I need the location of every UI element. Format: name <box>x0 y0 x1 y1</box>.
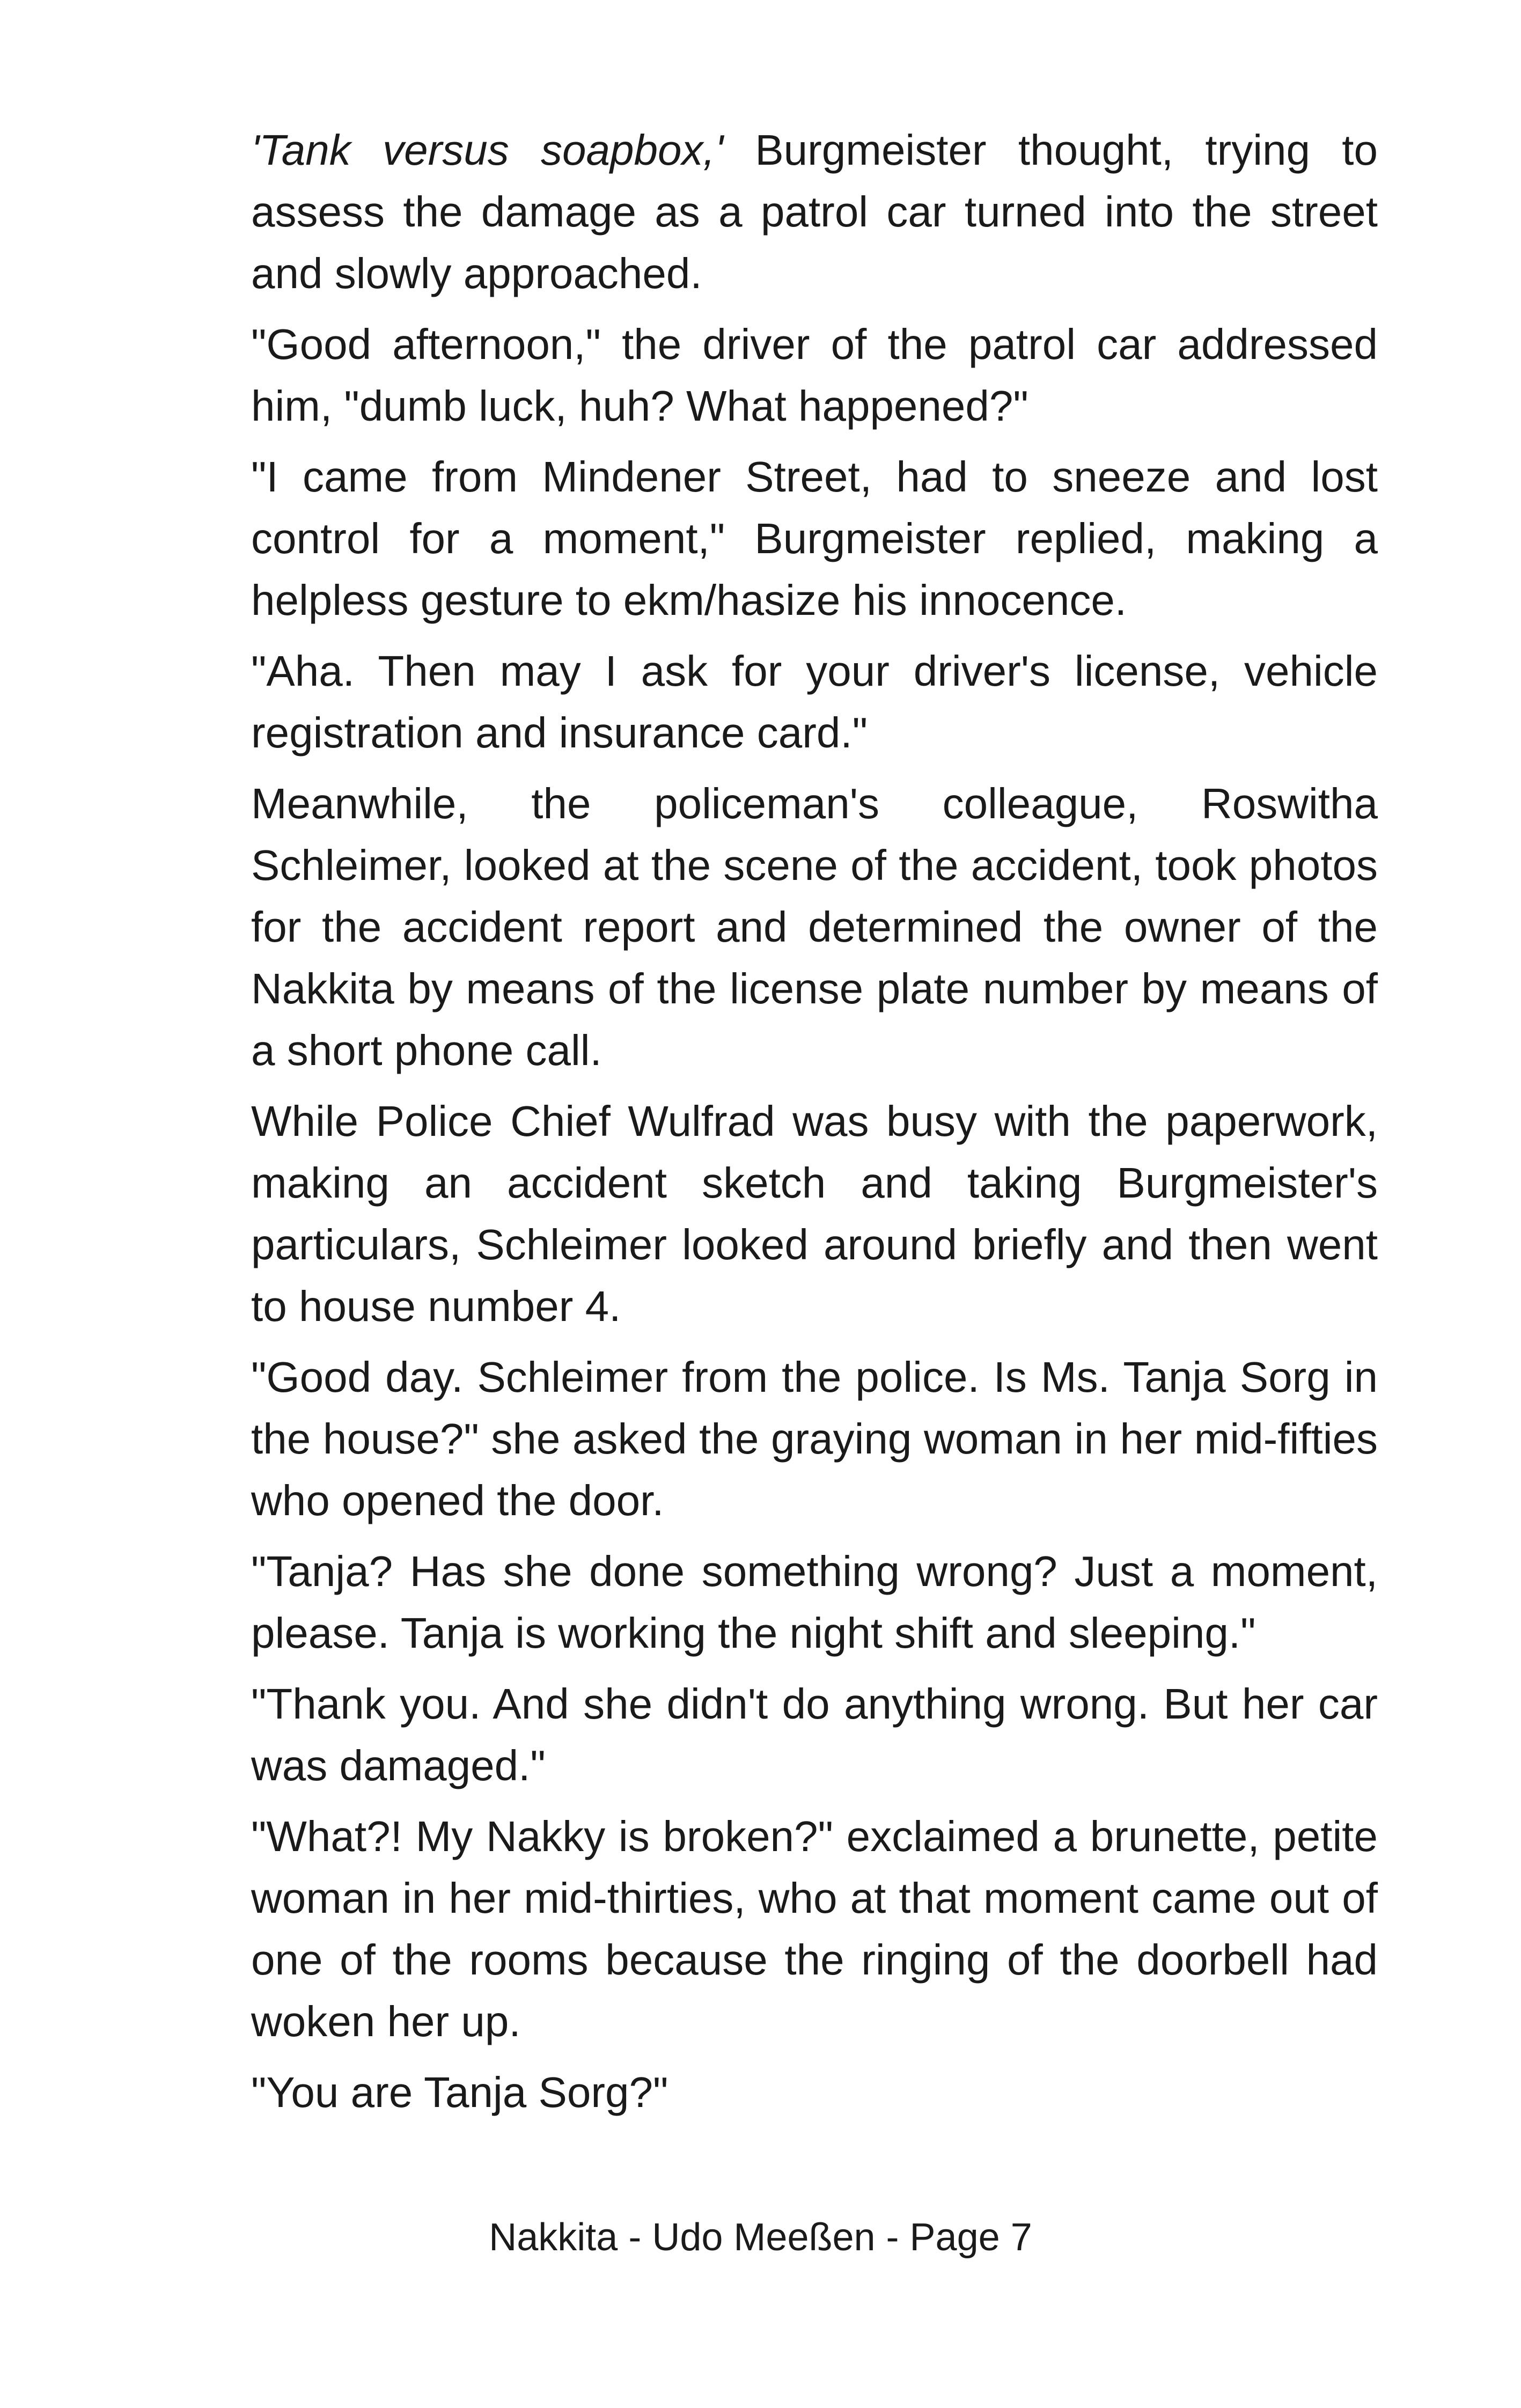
paragraph: "Good day. Schleimer from the police. Is Ms. Tanja Sorg in the house?" she asked the graying woman in her mid-fifties who opened the door. <box>251 1353 1378 1524</box>
paragraph: "Thank you. And she didn't do anything wrong. But her car was damaged." <box>251 1680 1378 1789</box>
paragraph <box>251 119 1378 304</box>
paragraph: "Good afternoon," the driver of the patrol car addressed him, "dumb luck, huh? What happened?" <box>251 320 1378 430</box>
paragraph: "I came from Mindener Street, had to sneeze and lost control for a moment," Burgmeister replied, making a helpless gesture to ekm/hasize his innocence. <box>251 453 1378 624</box>
paragraph-italic-lead: 'Tank versus soapbox,' <box>251 126 723 174</box>
paragraph-text: Burgmeister thought, trying to assess the damage as a patrol car turned into the street and slowly approached. <box>251 126 1378 297</box>
paragraph: "Aha. Then may I ask for your driver's license, vehicle registration and insurance card." <box>251 647 1378 757</box>
paragraph: While Police Chief Wulfrad was busy with the paperwork, making an accident sketch and taking Burgmeister's particulars, Schleimer looked around briefly and then went to house number 4. <box>251 1097 1378 1330</box>
paragraph: "Tanja? Has she done something wrong? Just a moment, please. Tanja is working the night shift and sleeping." <box>251 1547 1378 1657</box>
page-footer: Nakkita - Udo Meeßen - Page 7 <box>489 2216 1032 2259</box>
paragraph: "What?! My Nakky is broken?" exclaimed a brunette, petite woman in her mid-thirties, who at that moment came out of one of the rooms because the ringing of the doorbell had woken her up. <box>251 1812 1378 2045</box>
page-body <box>251 119 1378 2132</box>
paragraph: Meanwhile, the policeman's colleague, Roswitha Schleimer, looked at the scene of the accident, took photos for the accident report and determined the owner of the Nakkita by means of the license plate number by means of a short phone call. <box>251 780 1378 1074</box>
paragraph: "You are Tanja Sorg?" <box>251 2068 668 2116</box>
